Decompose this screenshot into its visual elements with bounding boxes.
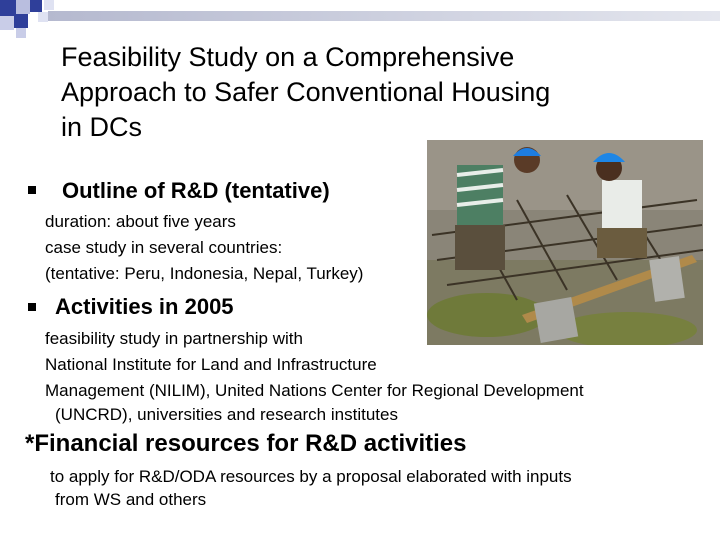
activities-line-1: feasibility study in partnership with	[45, 329, 303, 348]
activities-line-2: National Institute for Land and Infrastructure	[45, 355, 377, 374]
outline-line-case-study: case study in several countries:	[45, 238, 283, 257]
bullet-square-icon	[28, 186, 36, 194]
activities-line-4: (UNCRD), universities and research institutes	[55, 405, 398, 424]
financial-line-1: to apply for R&D/ODA resources by a proposal elaborated with inputs	[50, 467, 572, 486]
bullet-square-icon	[28, 303, 36, 311]
financial-line-2: from WS and others	[55, 490, 207, 509]
outline-heading: Outline of R&D (tentative)	[62, 178, 330, 203]
outline-line-duration: duration: about five years	[45, 212, 236, 231]
slide-title: Feasibility Study on a Comprehensive Approach to Safer Conventional Housing in DCs	[61, 42, 551, 142]
activities-heading: Activities in 2005	[55, 294, 234, 319]
activities-line-3: Management (NILIM), United Nations Center for Regional Development	[45, 381, 584, 400]
outline-line-countries: (tentative: Peru, Indonesia, Nepal, Turkey)	[45, 264, 364, 283]
financial-heading: *Financial resources for R&D activities	[25, 430, 467, 457]
construction-workers-photo	[427, 140, 703, 345]
